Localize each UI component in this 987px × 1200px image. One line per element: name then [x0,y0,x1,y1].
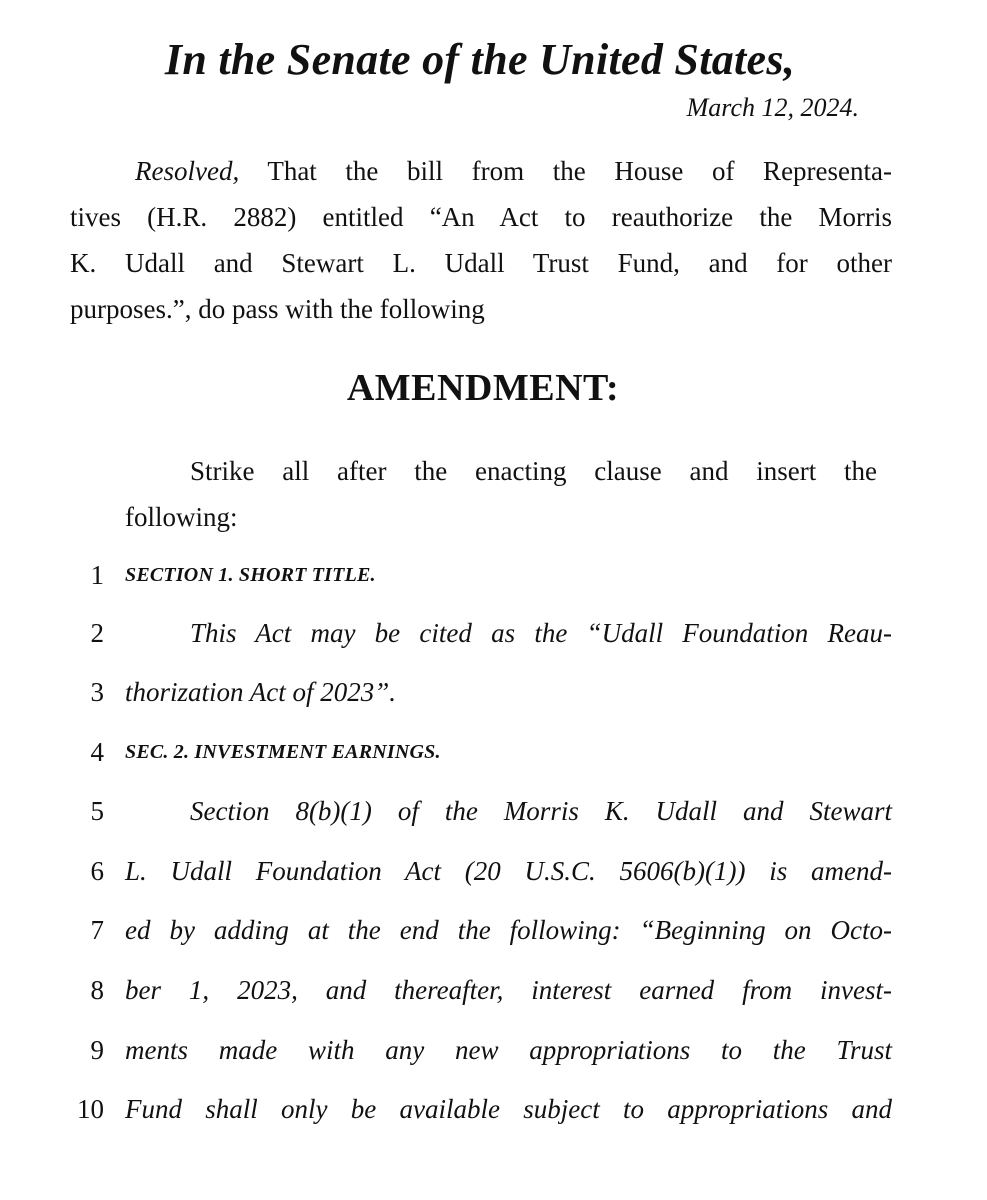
section-heading: SEC. 2. INVESTMENT EARNINGS. [125,741,441,763]
line-text: ber 1, 2023, and thereafter, interest earned from invest- [125,975,892,1005]
strike-line-2: following: [125,502,238,532]
preamble-line-4: purposes.”, do pass with the following [70,294,485,324]
line-number: 5 [90,796,104,826]
preamble-line-2: tives (H.R. 2882) entitled “An Act to reauthorize the Morris [70,202,892,232]
resolved-word: Resolved, [135,156,240,186]
bill-line [0,608,987,658]
line-number: 10 [77,1094,104,1124]
line-text: ed by adding at the end the following: “Beginning on Octo- [125,915,892,945]
preamble-line-1-text: That the bill from the House of Representa- [239,156,892,186]
line-number: 8 [90,975,104,1005]
line-number: 4 [90,737,104,767]
bill-line [0,727,987,777]
line-text: L. Udall Foundation Act (20 U.S.C. 5606(b)(1)) is amend- [125,856,892,886]
preamble-line-1 [70,148,892,194]
line-number: 9 [90,1035,104,1065]
bill-line [0,965,987,1015]
bill-line [0,1084,987,1134]
strike-instruction [125,448,877,540]
line-number: 1 [90,560,104,590]
line-number: 7 [90,915,104,945]
amendment-heading: AMENDMENT: [346,367,620,409]
preamble-line-3: K. Udall and Stewart L. Udall Trust Fund, and for other [70,248,892,278]
strike-line-1: Strike all after the enacting clause and insert the [190,456,877,486]
bill-line [0,905,987,955]
document-date: March 12, 2024. [686,93,859,122]
line-text: Fund shall only be available subject to appropriations and [125,1094,892,1124]
line-text: ments made with any new appropriations to the Trust [125,1035,892,1065]
line-text: Section 8(b)(1) of the Morris K. Udall and Stewart [190,796,892,826]
line-number: 6 [90,856,104,886]
line-text: This Act may be cited as the “Udall Foundation Reau- [190,618,892,648]
line-number: 3 [90,677,104,707]
section-heading: SECTION 1. SHORT TITLE. [125,564,376,586]
bill-line [0,1025,987,1075]
bill-line [0,667,987,717]
document-title: In the Senate of the United States, [164,35,796,84]
bill-line [0,846,987,896]
line-text: thorization Act of 2023”. [125,677,397,707]
resolution-preamble [70,148,892,332]
bill-line [0,550,987,600]
bill-line [0,786,987,836]
line-number: 2 [90,618,104,648]
